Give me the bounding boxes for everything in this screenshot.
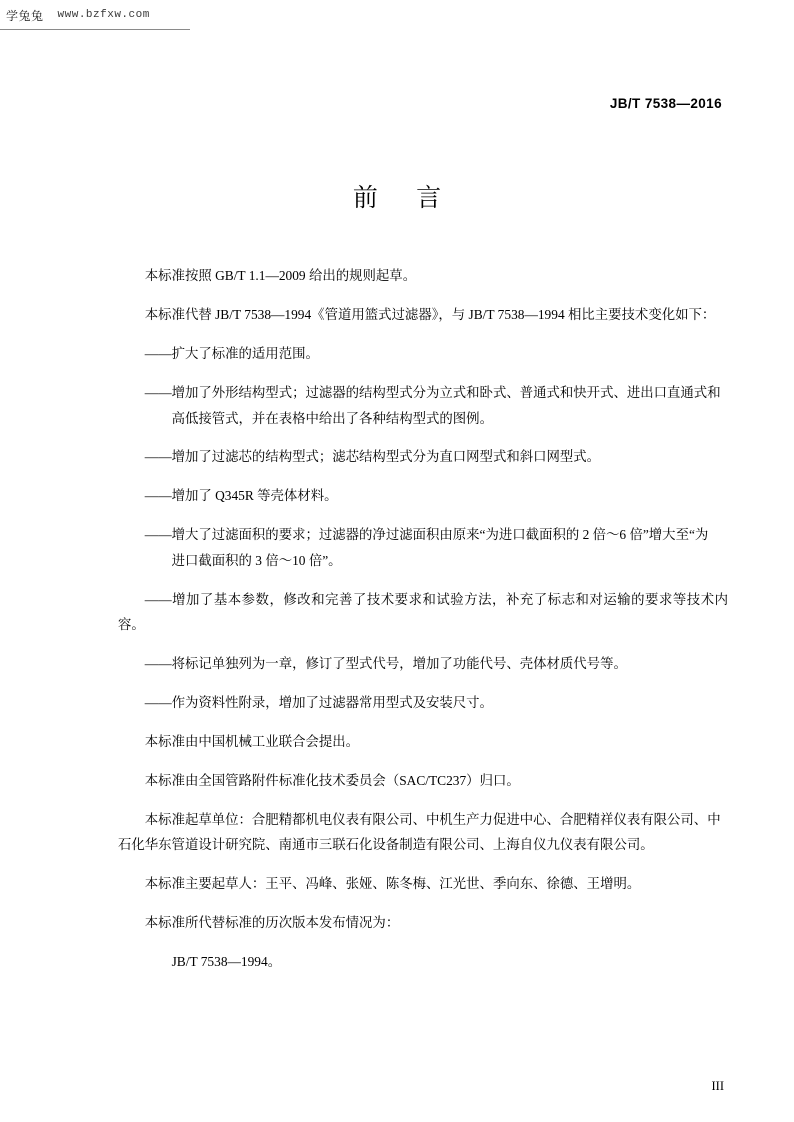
change-item-6: ——增加了基本参数，修改和完善了技术要求和试验方法，补充了标志和对运输的要求等技术内容。 (118, 591, 728, 633)
drafting-units-line2: 石化华东管道设计研究院、南通市三联石化设备制造有限公司、上海自仪九仪表有限公司。 (118, 837, 654, 853)
change-item-5-line1: ——增大了过滤面积的要求；过滤器的净过滤面积由原来“为进口截面积的 2 倍～6 倍”增大至“为 (144, 527, 709, 543)
watermark-url: www.bzfxw.com (57, 9, 150, 21)
watermark-logo: 学兔兔 (6, 8, 44, 23)
foreword-body (118, 250, 728, 988)
change-item-2 (118, 380, 728, 431)
watermark-bar (0, 0, 794, 30)
watermark-divider (0, 29, 190, 30)
standard-number: JB/T 7538—2016 (609, 96, 722, 111)
change-item-8: ——作为资料性附录，增加了过滤器常用型式及安装尺寸。 (144, 694, 493, 710)
page-number: III (711, 1079, 724, 1093)
page-title: 前 言 (352, 185, 458, 212)
change-item-4: ——增加了 Q345R 等壳体材料。 (144, 488, 338, 504)
change-item-5-line2: 进口截面积的 3 倍～10 倍”。 (171, 552, 342, 568)
change-item-1: ——扩大了标准的适用范围。 (144, 346, 319, 362)
paragraph-rule-basis: 本标准按照 GB/T 1.1—2009 给出的规则起草。 (144, 268, 417, 284)
paragraph-proposer: 本标准由中国机械工业联合会提出。 (144, 733, 360, 749)
paragraph-replaces: 本标准代替 JB/T 7538—1994《管道用篮式过滤器》，与 JB/T 7538—1994 相比主要技术变化如下： (144, 307, 716, 323)
paragraph-previous-versions: 本标准所代替标准的历次版本发布情况为： (144, 914, 400, 930)
drafting-units-line1: 本标准起草单位：合肥精都机电仪表有限公司、中机生产力促进中心、合肥精祥仪表有限公司、中 (144, 811, 721, 827)
previous-version-entry: JB/T 7538—1994。 (171, 953, 282, 969)
change-item-5 (118, 522, 728, 573)
paragraph-drafting-units (118, 807, 728, 858)
page-header (0, 96, 794, 111)
change-item-2-line2: 高低接管式，并在表格中给出了各种结构型式的图例。 (171, 410, 493, 426)
change-item-7: ——将标记单独列为一章，修订了型式代号，增加了功能代号、壳体材质代号等。 (144, 656, 627, 672)
paragraph-main-drafters: 本标准主要起草人：王平、冯峰、张娅、陈冬梅、江光世、季向东、徐德、王增明。 (144, 875, 641, 891)
change-item-3: ——增加了过滤芯的结构型式；滤芯结构型式分为直口网型式和斜口网型式。 (144, 449, 601, 465)
change-item-2-line1: ——增加了外形结构型式；过滤器的结构型式分为立式和卧式、普通式和快开式、进出口直通式和 (144, 385, 721, 401)
paragraph-jurisdiction: 本标准由全国管路附件标准化技术委员会（SAC/TC237）归口。 (144, 772, 520, 788)
